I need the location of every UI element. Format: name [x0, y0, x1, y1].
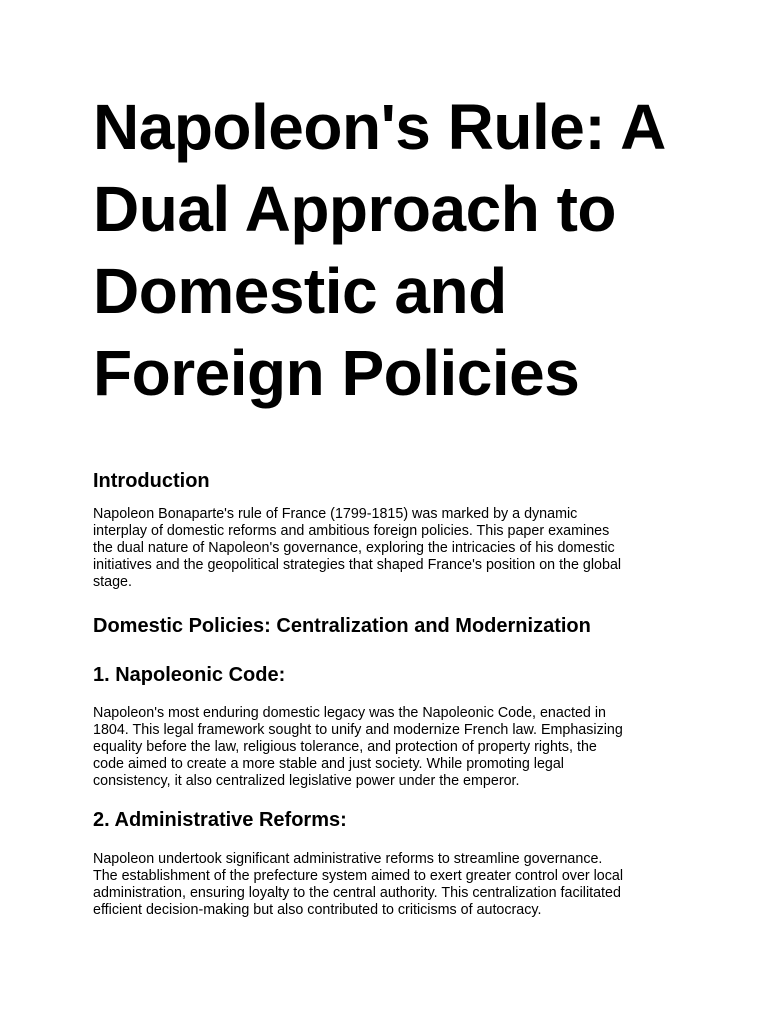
paragraph-line: interplay of domestic reforms and ambitious foreign policies. This paper examines	[93, 523, 610, 539]
title-line: Napoleon's Rule: A	[93, 91, 666, 163]
napoleonic-code-heading: 1. Napoleonic Code:	[93, 664, 286, 686]
napoleonic-code-paragraph	[93, 705, 683, 790]
title-line: Foreign Policies	[93, 337, 580, 409]
introduction-paragraph	[93, 506, 683, 591]
administrative-reforms-heading: 2. Administrative Reforms:	[93, 809, 347, 831]
paragraph-line: Napoleon undertook significant administrative reforms to streamline governance.	[93, 851, 603, 867]
paragraph-line: The establishment of the prefecture system aimed to exert greater control over local	[93, 868, 624, 884]
title-line: Dual Approach to	[93, 173, 616, 245]
introduction-heading: Introduction	[93, 470, 210, 492]
title-line: Domestic and	[93, 255, 507, 327]
page-title	[93, 86, 693, 414]
paragraph-line: 1804. This legal framework sought to unify and modernize French law. Emphasizing	[93, 722, 623, 738]
paragraph-line: initiatives and the geopolitical strategies that shaped France's position on the global	[93, 557, 622, 573]
paragraph-line: Napoleon Bonaparte's rule of France (1799-1815) was marked by a dynamic	[93, 506, 578, 522]
paragraph-line: the dual nature of Napoleon's governance, exploring the intricacies of his domestic	[93, 540, 615, 556]
paragraph-line: efficient decision-making but also contributed to criticisms of autocracy.	[93, 902, 542, 918]
paragraph-line: stage.	[93, 574, 132, 590]
domestic-policies-heading: Domestic Policies: Centralization and Modernization	[93, 615, 591, 637]
administrative-reforms-paragraph	[93, 851, 683, 919]
paragraph-line: Napoleon's most enduring domestic legacy was the Napoleonic Code, enacted in	[93, 705, 606, 721]
paragraph-line: equality before the law, religious tolerance, and protection of property rights, the	[93, 739, 597, 755]
paragraph-line: code aimed to create a more stable and just society. While promoting legal	[93, 756, 564, 772]
paragraph-line: consistency, it also centralized legislative power under the emperor.	[93, 773, 520, 789]
paragraph-line: administration, ensuring loyalty to the central authority. This centralization facilitated	[93, 885, 621, 901]
